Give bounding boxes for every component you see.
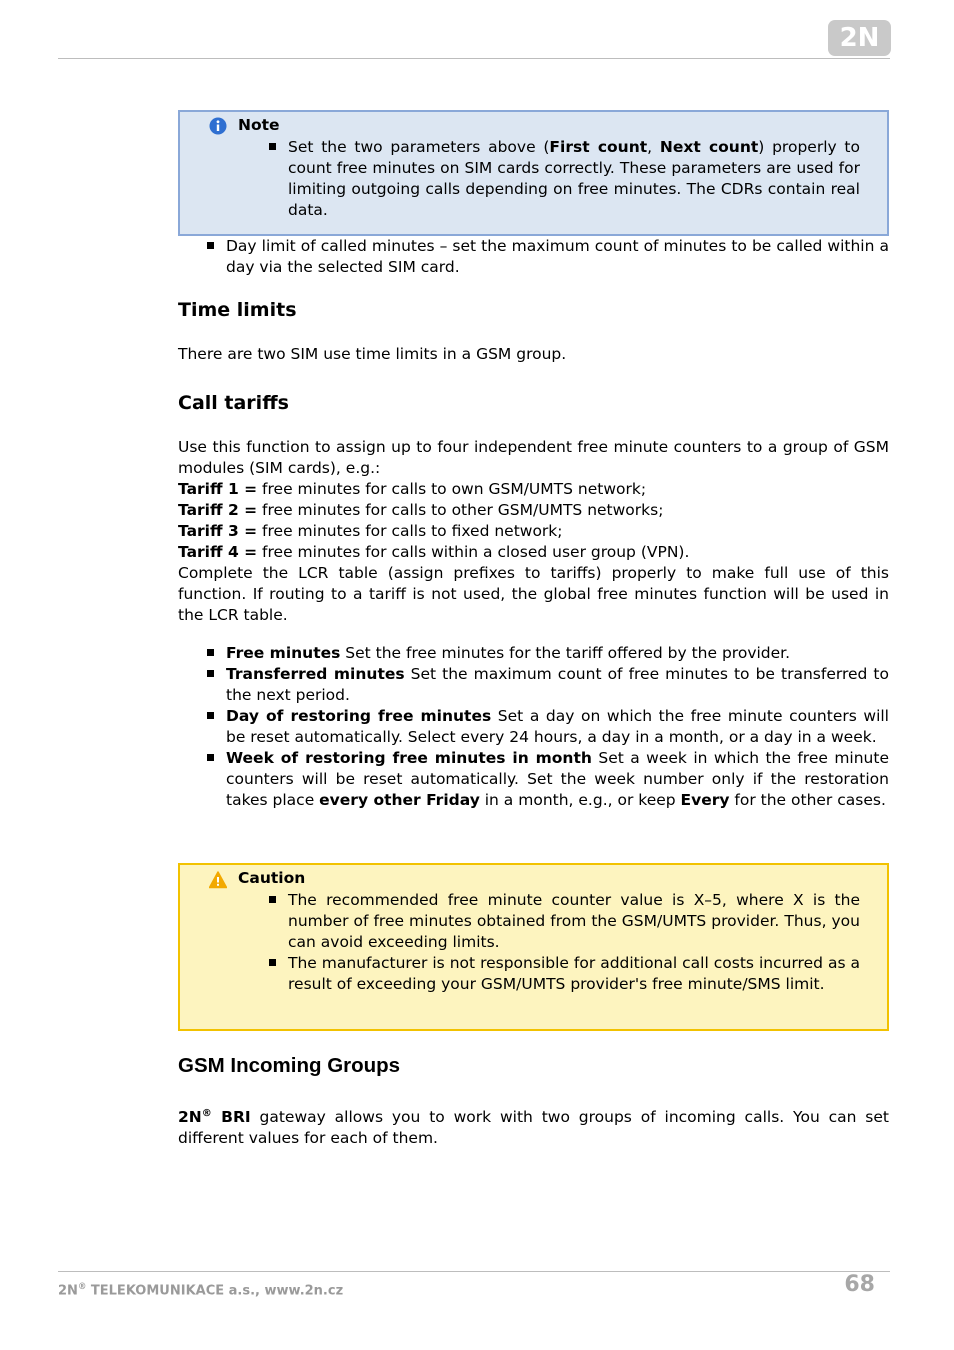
time-limits-text: There are two SIM use time limits in a GSM group.: [178, 345, 567, 363]
page-number: 68: [844, 1272, 875, 1297]
brand-logo: [828, 20, 891, 56]
note-title: Note: [238, 116, 280, 134]
time-limits-heading: Time limits: [178, 299, 297, 321]
note-list: [240, 137, 860, 221]
list-item: Day of restoring free minutes Set a day on which the free minute counters will be reset automatically. Select every 24 hours, a day in a month, or a day in a week.: [178, 706, 889, 748]
call-tariffs-heading: Call tariffs: [178, 392, 289, 414]
list-item: Week of restoring free minutes in month Set a week in which the free minute counters will be reset automatically. Set the week number only if the restoration takes place every other Friday in a month, e.g., or keep Every for the other cases.: [178, 748, 889, 811]
note-box: [178, 110, 889, 236]
tariff-settings-list: [178, 643, 889, 811]
caution-list: [240, 890, 860, 995]
day-limit-section: [178, 236, 889, 278]
call-tariffs-body: [178, 437, 889, 626]
caution-box: [178, 863, 889, 1031]
caution-item: The manufacturer is not responsible for additional call costs incurred as a result of exceeding your GSM/UMTS provider's free minute/SMS limit.: [240, 953, 860, 995]
info-icon: [209, 117, 227, 135]
tariff-line: Tariff 2 = free minutes for calls to other GSM/UMTS networks;: [178, 501, 664, 519]
brand-logo-text: 2N: [839, 23, 880, 53]
warning-icon: [209, 871, 227, 889]
day-limit-item: Day limit of called minutes – set the maximum count of minutes to be called within a day via the selected SIM card.: [178, 236, 889, 278]
gsm-incoming-heading: GSM Incoming Groups: [178, 1054, 401, 1077]
tariff-line: Tariff 3 = free minutes for calls to fixed network;: [178, 522, 563, 540]
note-item: Set the two parameters above (First count, Next count) properly to count free minutes on SIM cards correctly. These parameters are used for limiting outgoing calls depending on free minutes. The CDRs contain real data.: [240, 137, 860, 221]
caution-title: Caution: [238, 869, 306, 887]
caution-item: The recommended free minute counter value is X–5, where X is the number of free minutes obtained from the GSM/UMTS provider. Thus, you can avoid exceeding limits.: [240, 890, 860, 953]
tariff-line: Tariff 4 = free minutes for calls within a closed user group (VPN).: [178, 543, 690, 561]
call-tariffs-intro: Use this function to assign up to four independent free minute counters to a group of GSM modules (SIM cards), e.g.:: [178, 438, 889, 477]
list-item: Transferred minutes Set the maximum count of free minutes to be transferred to the next period.: [178, 664, 889, 706]
call-tariffs-outro: Complete the LCR table (assign prefixes to tariffs) properly to make full use of this function. If routing to a tariff is not used, the global free minutes function will be used in the LCR table.: [178, 564, 889, 624]
tariff-line: Tariff 1 = free minutes for calls to own GSM/UMTS network;: [178, 480, 647, 498]
footer-company: 2N® TELEKOMUNIKACE a.s., www.2n.cz: [58, 1281, 344, 1299]
footer-rule: [58, 1271, 890, 1272]
header-rule: [58, 58, 890, 59]
gsm-incoming-text: 2N® BRI gateway allows you to work with two groups of incoming calls. You can set different values for each of them.: [178, 1108, 889, 1148]
list-item: Free minutes Set the free minutes for the tariff offered by the provider.: [178, 643, 889, 664]
